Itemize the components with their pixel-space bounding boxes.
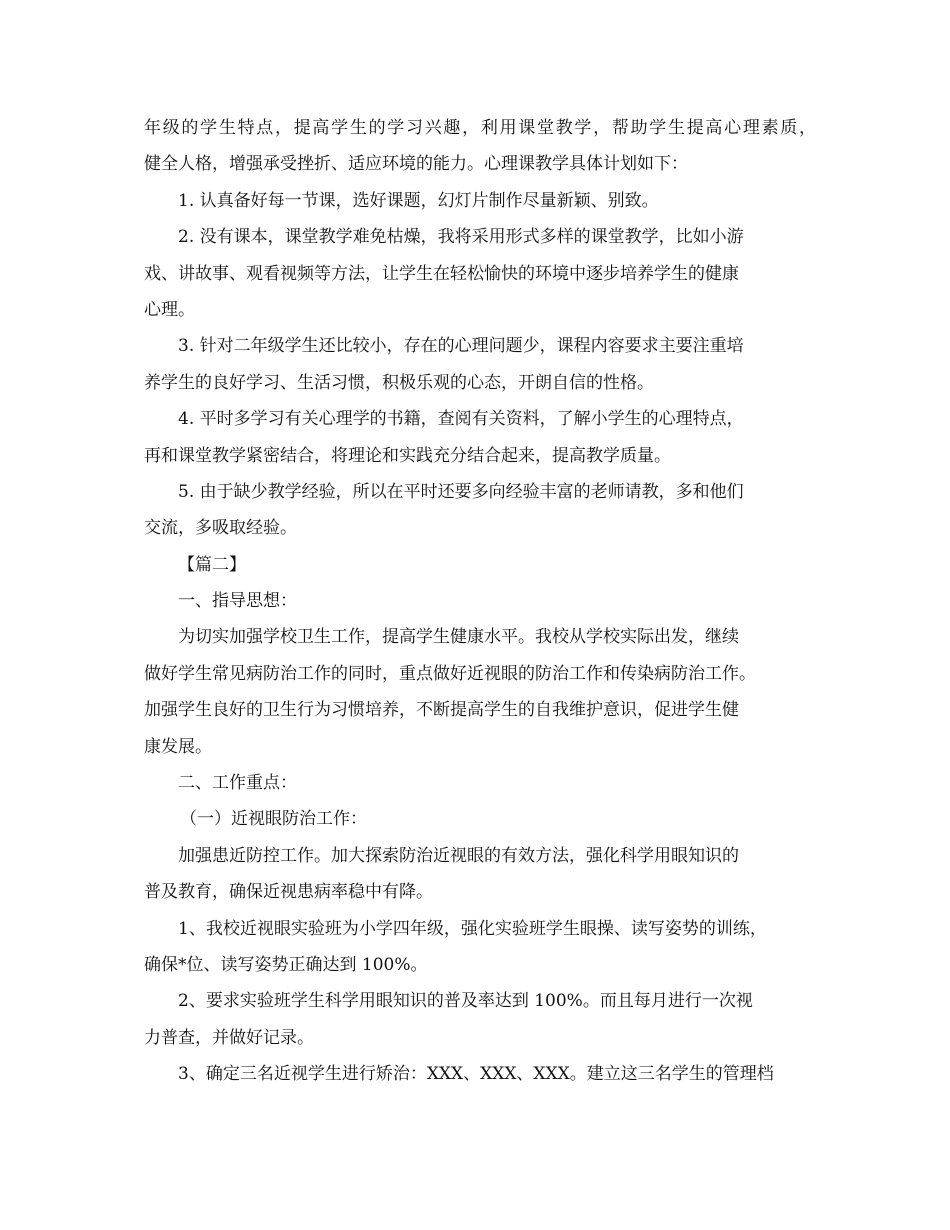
list-item-2-line: 2. 没有课本，课堂教学难免枯燥，我将采用形式多样的课堂教学，比如小游 xyxy=(178,227,744,248)
paragraph-line: 养学生的良好学习、生活习惯，积极乐观的心态，开朗自信的性格。 xyxy=(144,372,654,393)
paragraph-line: 做好学生常见病防治工作的同时，重点做好近视眼的防治工作和传染病防治工作。 xyxy=(144,663,756,684)
paragraph-line: 戏、讲故事、观看视频等方法，让学生在轻松愉快的环境中逐步培养学生的健康 xyxy=(144,263,739,284)
paragraph-line: 再和课堂教学紧密结合，将理论和实践充分结合起来，提高教学质量。 xyxy=(144,445,671,466)
numbered-item-2-line: 2、要求实验班学生科学用眼知识的普及率达到 100%。而且每月进行一次视 xyxy=(178,991,753,1012)
paragraph-line: 普及教育，确保近视患病率稳中有降。 xyxy=(144,882,433,903)
list-item-1-line: 1. 认真备好每一节课，选好课题，幻灯片制作尽量新颖、别致。 xyxy=(178,190,659,211)
list-item-3-line: 3. 针对二年级学生还比较小，存在的心理问题少，课程内容要求主要注重培 xyxy=(178,336,744,357)
heading-guiding-ideology: 一、指导思想： xyxy=(178,591,297,612)
paragraph-line: 康发展。 xyxy=(144,736,212,757)
document-body xyxy=(144,110,816,1093)
list-item-4-line: 4. 平时多学习有关心理学的书籍，查阅有关资料，了解小学生的心理特点， xyxy=(178,409,744,430)
numbered-item-3-line: 3、确定三名近视学生进行矫治：XXX、XXX、XXX。建立这三名学生的管理档 xyxy=(178,1064,774,1085)
paragraph-line: 心理。 xyxy=(144,299,195,320)
paragraph-line: 健全人格，增强承受挫折、适应环境的能力。心理课教学具体计划如下： xyxy=(144,154,688,175)
paragraph-line: 为切实加强学校卫生工作，提高学生健康水平。我校从学校实际出发，继续 xyxy=(178,627,739,648)
section-heading-part-two: 【篇二】 xyxy=(178,554,246,575)
paragraph-line: 年级的学生特点，提高学生的学习兴趣，利用课堂教学，帮助学生提高心理素质， xyxy=(144,118,816,138)
paragraph-line: 力普查，并做好记录。 xyxy=(144,1027,314,1048)
paragraph-line: 确保*位、读写姿势正确达到 100%。 xyxy=(144,954,428,975)
list-item-5-line: 5. 由于缺少教学经验，所以在平时还要多向经验丰富的老师请教，多和他们 xyxy=(178,481,744,502)
paragraph-line: 交流，多吸取经验。 xyxy=(144,518,297,539)
paragraph-line: 加强患近防控工作。加大探索防治近视眼的有效方法，强化科学用眼知识的 xyxy=(178,845,739,866)
subheading-myopia-prevention: （一）近视眼防治工作： xyxy=(180,809,367,830)
heading-work-focus: 二、工作重点： xyxy=(178,773,297,794)
numbered-item-1-line: 1、我校近视眼实验班为小学四年级，强化实验班学生眼操、读写姿势的训练， xyxy=(178,918,767,939)
paragraph-line: 加强学生良好的卫生行为习惯培养，不断提高学生的自我维护意识，促进学生健 xyxy=(144,700,739,721)
